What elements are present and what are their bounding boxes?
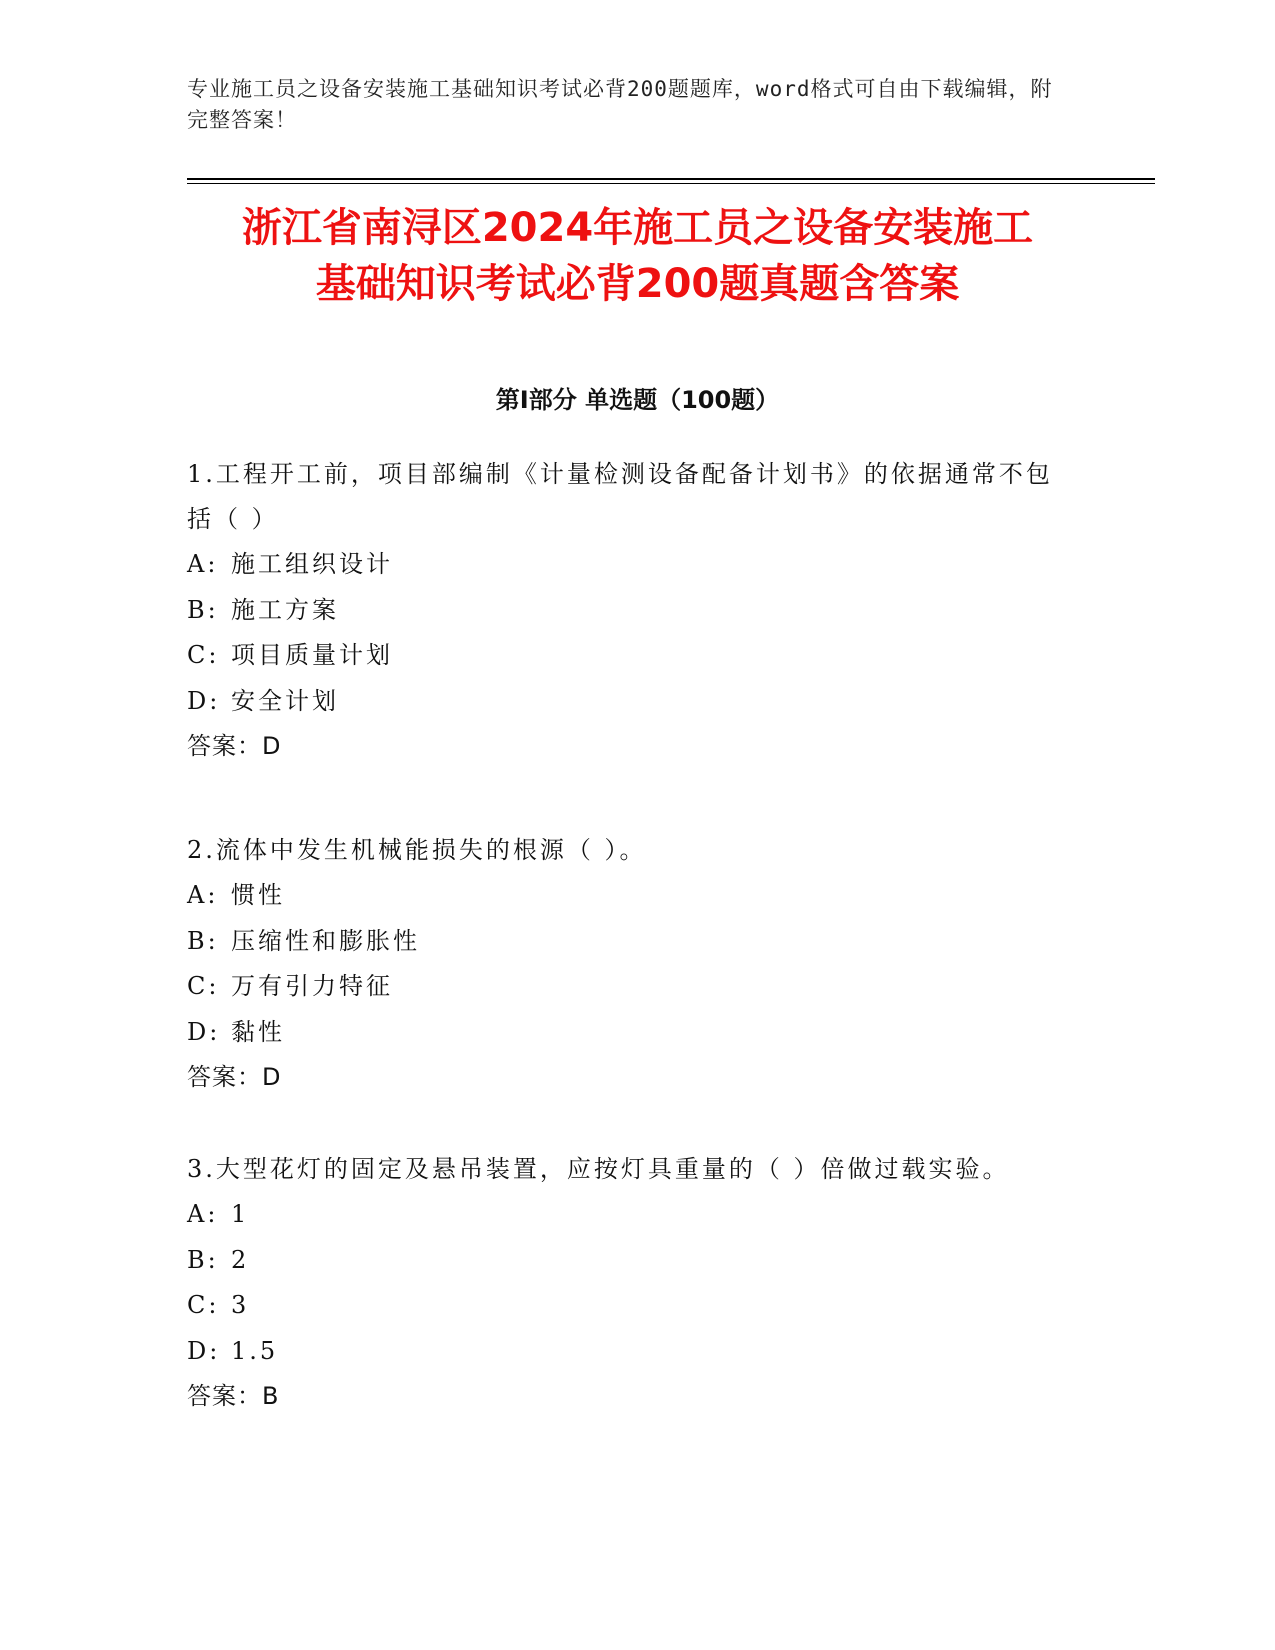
option-text: 惯性	[231, 881, 285, 909]
question-stem: 1.工程开工前，项目部编制《计量检测设备配备计划书》的依据通常不包括（ ）	[187, 460, 1053, 533]
option-letter: B:	[187, 595, 219, 624]
option-letter: D:	[187, 1336, 221, 1365]
option-letter: A:	[187, 550, 219, 578]
option-text: 安全计划	[231, 686, 339, 715]
option-letter: C:	[187, 972, 220, 1000]
option-letter: D:	[187, 686, 221, 715]
option-letter: C:	[187, 1291, 220, 1319]
question-3	[187, 1147, 1067, 1420]
option-letter: B:	[187, 926, 219, 955]
option-a	[187, 873, 1067, 919]
option-text: 2	[231, 1245, 250, 1274]
option-letter: B:	[187, 1245, 219, 1274]
question-1	[187, 452, 1067, 770]
option-text: 3	[231, 1291, 250, 1319]
option-b	[187, 588, 1067, 634]
header-rule-thick	[187, 178, 1155, 180]
option-text: 施工方案	[231, 595, 339, 624]
option-a	[187, 542, 1067, 588]
header-note: 专业施工员之设备安装施工基础知识考试必背200题题库，word格式可自由下载编辑，附完整答案！	[187, 77, 1053, 132]
option-d	[187, 1010, 1067, 1056]
option-text: 黏性	[231, 1017, 285, 1046]
header-rule-thin	[187, 183, 1155, 184]
option-letter: A:	[187, 1200, 219, 1228]
answer-line: 答案：D	[187, 732, 282, 760]
option-d	[187, 679, 1067, 725]
option-c	[187, 964, 1067, 1010]
option-text: 万有引力特征	[231, 972, 393, 1000]
answer-line: 答案：B	[187, 1382, 280, 1410]
option-d	[187, 1329, 1067, 1375]
option-b	[187, 1238, 1067, 1284]
option-a	[187, 1192, 1067, 1238]
title-line-1: 浙江省南浔区2024年施工员之设备安装施工	[241, 205, 1034, 251]
title-line-2: 基础知识考试必背200题真题含答案	[315, 261, 960, 307]
option-text: 压缩性和膨胀性	[231, 926, 420, 955]
option-text: 1.5	[231, 1336, 279, 1365]
option-text: 施工组织设计	[231, 550, 393, 578]
option-text: 项目质量计划	[231, 641, 393, 669]
section-heading: 第Ⅰ部分 单选题（100题）	[495, 386, 780, 414]
option-c	[187, 1283, 1067, 1329]
document-title	[100, 200, 1175, 312]
question-stem: 2.流体中发生机械能损失的根源（ ）。	[187, 836, 647, 864]
question-2	[187, 828, 1067, 1101]
option-b	[187, 919, 1067, 965]
option-letter: C:	[187, 641, 220, 669]
option-c	[187, 633, 1067, 679]
option-letter: D:	[187, 1017, 221, 1046]
option-text: 1	[231, 1200, 250, 1228]
option-letter: A:	[187, 881, 219, 909]
question-stem: 3.大型花灯的固定及悬吊装置，应按灯具重量的（ ）倍做过载实验。	[187, 1155, 1010, 1183]
answer-line: 答案：D	[187, 1063, 282, 1091]
